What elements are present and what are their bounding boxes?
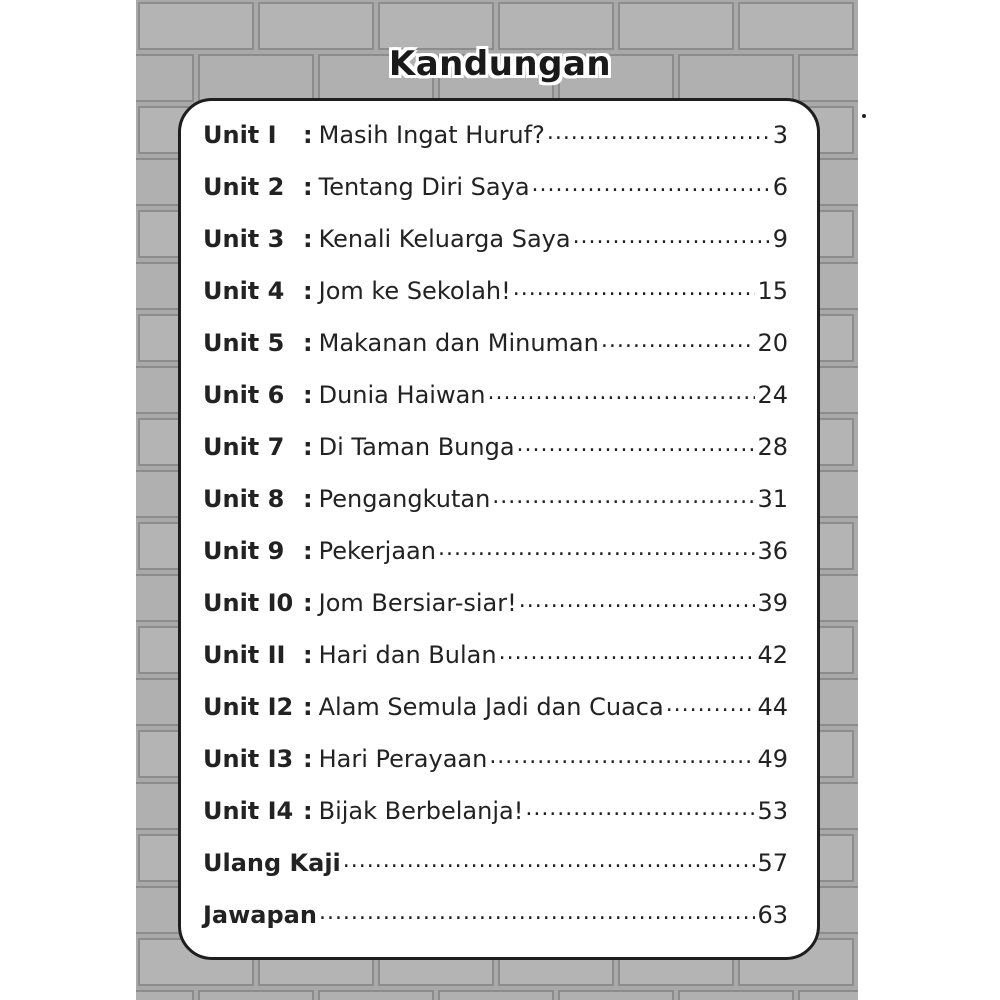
toc-unit-label: Unit 9 xyxy=(203,537,285,565)
toc-entry xyxy=(203,275,788,327)
toc-entry xyxy=(203,119,788,171)
toc-dot-leader xyxy=(601,327,756,351)
toc-entry xyxy=(203,691,788,743)
toc-separator: : xyxy=(303,745,313,773)
toc-entry xyxy=(203,223,788,275)
toc-unit-label: Unit I0 xyxy=(203,589,294,617)
stray-dot xyxy=(862,114,866,118)
toc-entry xyxy=(203,171,788,223)
toc-separator: : xyxy=(303,693,313,721)
toc-page-number: 53 xyxy=(757,797,788,825)
toc-unit-label: Unit 5 xyxy=(203,329,285,357)
toc-title: Makanan dan Minuman xyxy=(318,329,599,357)
toc-page-number: 36 xyxy=(757,537,788,565)
toc-separator: : xyxy=(303,797,313,825)
toc-dot-leader xyxy=(525,795,755,819)
toc-title: Jom ke Sekolah! xyxy=(318,277,511,305)
toc-dot-leader xyxy=(666,691,756,715)
toc-separator: : xyxy=(303,589,313,617)
toc-unit-label: Unit I4 xyxy=(203,797,294,825)
toc-title: Pekerjaan xyxy=(318,537,436,565)
toc-entry xyxy=(203,899,788,951)
toc-entry xyxy=(203,431,788,483)
toc-separator: : xyxy=(303,641,313,669)
toc-dot-leader xyxy=(499,639,756,663)
toc-unit-label: Ulang Kaji xyxy=(203,849,341,877)
toc-unit-label: Unit II xyxy=(203,641,286,669)
toc-page-number: 57 xyxy=(757,849,788,877)
toc-title: Tentang Diri Saya xyxy=(318,173,530,201)
toc-unit-label: Unit 2 xyxy=(203,173,285,201)
toc-title: Di Taman Bunga xyxy=(318,433,515,461)
toc-unit-label: Unit 8 xyxy=(203,485,285,513)
toc-unit-label: Unit 7 xyxy=(203,433,285,461)
toc-unit-label: Unit 3 xyxy=(203,225,285,253)
toc-page-number: 31 xyxy=(757,485,788,513)
toc-entry xyxy=(203,535,788,587)
toc-entry xyxy=(203,587,788,639)
toc-page-number: 9 xyxy=(772,225,788,253)
toc-entry xyxy=(203,639,788,691)
toc-unit-label: Unit I3 xyxy=(203,745,294,773)
toc-title: Hari dan Bulan xyxy=(318,641,497,669)
toc-dot-leader xyxy=(343,847,756,871)
toc-dot-leader xyxy=(573,223,771,247)
toc-dot-leader xyxy=(319,899,756,923)
toc-separator: : xyxy=(303,173,313,201)
toc-separator: : xyxy=(303,121,313,149)
toc-entry xyxy=(203,483,788,535)
toc-page-number: 24 xyxy=(757,381,788,409)
toc-separator: : xyxy=(303,225,313,253)
toc-separator: : xyxy=(303,537,313,565)
toc-dot-leader xyxy=(519,587,756,611)
toc-title: Hari Perayaan xyxy=(318,745,488,773)
toc-unit-label: Unit I xyxy=(203,121,277,149)
toc-entry xyxy=(203,795,788,847)
contents-panel xyxy=(178,98,820,960)
toc-separator: : xyxy=(303,485,313,513)
toc-separator: : xyxy=(303,433,313,461)
toc-separator: : xyxy=(303,329,313,357)
toc-page-number: 28 xyxy=(757,433,788,461)
toc-page-number: 3 xyxy=(772,121,788,149)
toc-title: Jom Bersiar-siar! xyxy=(318,589,517,617)
toc-unit-label: Unit 4 xyxy=(203,277,285,305)
toc-page-number: 44 xyxy=(757,693,788,721)
toc-dot-leader xyxy=(487,379,755,403)
toc-page-number: 42 xyxy=(757,641,788,669)
page-title: Kandungan xyxy=(388,44,612,84)
toc-entry xyxy=(203,847,788,899)
toc-title: Masih Ingat Huruf? xyxy=(318,121,545,149)
toc-page-number: 63 xyxy=(757,901,788,929)
toc-page-number: 49 xyxy=(757,745,788,773)
toc-entry xyxy=(203,327,788,379)
toc-title: Bijak Berbelanja! xyxy=(318,797,524,825)
toc-unit-label: Unit I2 xyxy=(203,693,294,721)
toc-title: Dunia Haiwan xyxy=(318,381,486,409)
toc-title: Pengangkutan xyxy=(318,485,491,513)
toc-dot-leader xyxy=(438,535,755,559)
toc-page-number: 15 xyxy=(757,277,788,305)
toc-title: Alam Semula Jadi dan Cuaca xyxy=(318,693,664,721)
toc-dot-leader xyxy=(532,171,771,195)
toc-dot-leader xyxy=(547,119,771,143)
toc-unit-label: Unit 6 xyxy=(203,381,285,409)
toc-entry xyxy=(203,743,788,795)
toc-unit-label: Jawapan xyxy=(203,901,317,929)
toc-separator: : xyxy=(303,277,313,305)
toc-dot-leader xyxy=(517,431,756,455)
toc-page-number: 39 xyxy=(757,589,788,617)
toc-dot-leader xyxy=(513,275,756,299)
toc-entry xyxy=(203,379,788,431)
toc-title: Kenali Keluarga Saya xyxy=(318,225,571,253)
toc-dot-leader xyxy=(492,483,755,507)
toc-page-number: 6 xyxy=(772,173,788,201)
toc-page-number: 20 xyxy=(757,329,788,357)
toc-separator: : xyxy=(303,381,313,409)
toc-dot-leader xyxy=(489,743,755,767)
table-of-contents xyxy=(203,119,788,951)
